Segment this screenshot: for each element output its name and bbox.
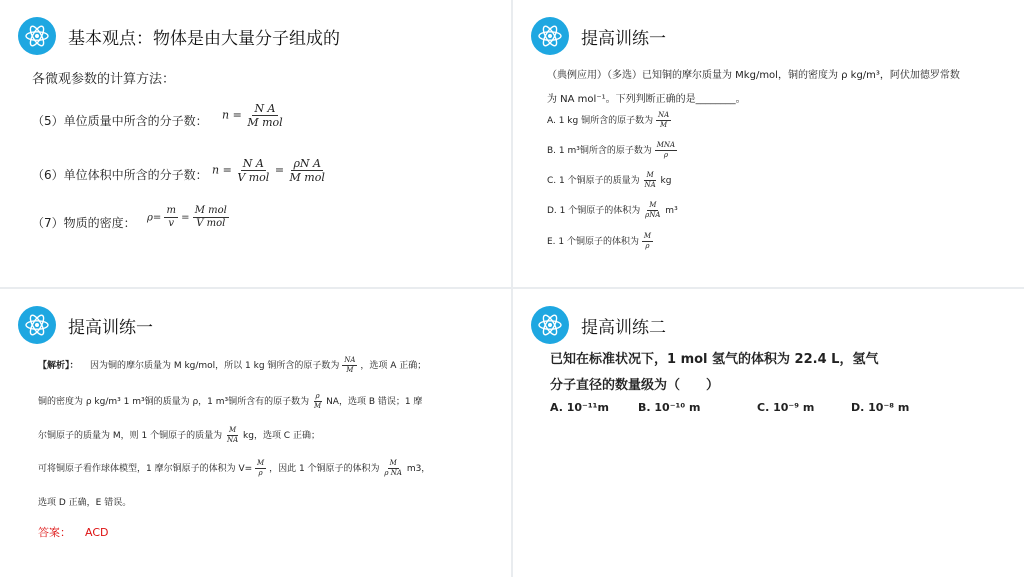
option-d xyxy=(547,202,678,219)
solution-line-5: 选项 D 正确，E 错误。 xyxy=(38,498,132,508)
panel-header xyxy=(18,305,153,345)
solution-line-2-tail: NA，选项 B 错误；1 摩 xyxy=(326,397,423,407)
option-d-unit: m³ xyxy=(665,206,678,216)
solution-line-3-tail: kg，选项 C 正确； xyxy=(243,431,320,441)
formula-6-eq: = xyxy=(274,163,285,177)
subtitle: 各微观参数的计算方法： xyxy=(32,72,176,87)
solution-line-1-text: 因为铜的摩尔质量为 M kg/mol，所以 1 kg 铜所含的原子数为 xyxy=(89,361,340,371)
formula-6-num2: ρN A xyxy=(293,157,321,170)
formula-6-lhs: n = xyxy=(212,163,232,177)
formula-7-den1: v xyxy=(168,218,175,229)
solution-line-1-den: M xyxy=(346,366,354,374)
formula-7-lhs: ρ= xyxy=(147,212,162,224)
solution-line-4-den1: ρ xyxy=(258,469,263,477)
formula-6-den2: M mol xyxy=(289,171,325,184)
option-c-num: M xyxy=(646,171,654,179)
formula-7-num1: m xyxy=(166,205,176,216)
formula-5-num: N A xyxy=(254,102,276,115)
item-6-label: （6）单位体积中所含的分子数： xyxy=(32,168,208,182)
formula-5-den: M mol xyxy=(247,116,283,129)
atom-icon xyxy=(531,17,569,55)
solution-line-4 xyxy=(38,460,430,477)
option-e-num: M xyxy=(643,232,652,240)
option-a-den: M xyxy=(659,121,668,129)
slide-panel-basic-view xyxy=(0,0,511,287)
page-title: 基本观点：物体是由大量分子组成的 xyxy=(68,28,340,49)
option-c-den: NA xyxy=(644,181,656,189)
page-title: 提高训练二 xyxy=(581,317,666,338)
solution-line-1 xyxy=(38,357,426,374)
formula-6 xyxy=(212,158,327,183)
option-c-text: C. 1 个铜原子的质量为 xyxy=(547,176,640,186)
option-a-num: NA xyxy=(657,111,670,119)
slide-panel-training-1-question xyxy=(513,0,1024,287)
item-7-label: （7）物质的密度： xyxy=(32,216,136,230)
question-line-1: （典例应用）（多选）已知铜的摩尔质量为 Mkg/mol，铜的密度为 ρ kg/m³，阿伏加德罗常数 xyxy=(547,70,960,81)
solution-line-2 xyxy=(38,393,422,410)
atom-icon xyxy=(18,306,56,344)
solution-line-3-num: M xyxy=(228,426,237,434)
question-line-2: 为 NA mol⁻¹。下列判断正确的是________。 xyxy=(547,94,746,105)
atom-icon xyxy=(531,306,569,344)
atom-icon xyxy=(18,17,56,55)
item-5-label: （5）单位质量中所含的分子数： xyxy=(32,114,208,128)
option-c: C. 10⁻⁹ m xyxy=(757,401,815,414)
slide-panel-training-1-solution xyxy=(0,289,511,577)
option-b-text: B. 1 m³铜所含的原子数为 xyxy=(547,146,652,156)
option-a xyxy=(547,112,671,129)
solution-line-1-num: NA xyxy=(344,356,356,364)
solution-line-4-den2: ρ NA xyxy=(384,469,402,477)
answer-value: ACD xyxy=(85,526,109,539)
solution-line-1-tail: ，选项 A 正确； xyxy=(360,361,427,371)
formula-7-num2: M mol xyxy=(194,205,227,216)
formula-5-lhs: n = xyxy=(222,108,242,122)
option-d-den: ρNA xyxy=(645,211,661,219)
page-title: 提高训练一 xyxy=(581,28,666,49)
formula-6-num1: N A xyxy=(242,157,264,170)
option-c-unit: kg xyxy=(660,176,672,186)
answer-label: 答案： xyxy=(38,526,71,539)
formula-7 xyxy=(147,206,229,229)
option-e-den: ρ xyxy=(645,242,650,250)
solution-label: 【解析】： xyxy=(38,361,79,371)
solution-line-2-text: 铜的密度为 ρ kg/m³ 1 m³铜的质量为 ρ，1 m³铜所含有的原子数为 xyxy=(38,397,310,407)
solution-line-4-mid: ，因此 1 个铜原子的体积为 xyxy=(269,464,380,474)
question-line-2: 分子直径的数量级为（ ） xyxy=(550,378,720,393)
formula-7-eq: = xyxy=(181,212,190,224)
option-a-text: A. 1 kg 铜所含的原子数为 xyxy=(547,116,654,126)
option-a: A. 10⁻¹¹m xyxy=(550,401,609,414)
solution-line-4-tail: m3， xyxy=(406,464,431,474)
option-e xyxy=(547,233,653,250)
formula-6-den1: V mol xyxy=(237,171,270,184)
solution-line-4-text: 可将铜原子看作球体模型，1 摩尔铜原子的体积为 V= xyxy=(38,464,253,474)
option-e-text: E. 1 个铜原子的体积为 xyxy=(547,237,639,247)
formula-7-den2: V mol xyxy=(196,218,226,229)
solution-line-4-num1: M xyxy=(257,459,265,467)
option-b xyxy=(547,142,677,159)
solution-line-2-num: ρ xyxy=(315,392,320,400)
option-d-text: D. 1 个铜原子的体积为 xyxy=(547,206,641,216)
formula-5 xyxy=(222,103,285,128)
option-b-den: ρ xyxy=(663,151,668,159)
option-b: B. 10⁻¹⁰ m xyxy=(638,401,701,414)
answer xyxy=(38,524,108,540)
option-d: D. 10⁻⁸ m xyxy=(851,401,910,414)
option-c xyxy=(547,172,671,189)
option-b-num: MNA xyxy=(656,141,676,149)
page-title: 提高训练一 xyxy=(68,317,153,338)
option-d-num: M xyxy=(649,201,657,209)
solution-line-3 xyxy=(38,427,320,444)
slide-panel-training-2 xyxy=(513,289,1024,577)
panel-header xyxy=(18,16,340,56)
solution-line-3-den: NA xyxy=(226,436,239,444)
solution-line-4-num2: M xyxy=(389,459,397,467)
solution-line-3-text: 尔铜原子的质量为 M，则 1 个铜原子的质量为 xyxy=(38,431,223,441)
solution-line-2-den: M xyxy=(314,402,322,410)
question-line-1: 已知在标准状况下，1 mol 氢气的体积为 22.4 L，氢气 xyxy=(550,352,879,367)
panel-header xyxy=(531,16,666,56)
panel-header xyxy=(531,305,666,345)
